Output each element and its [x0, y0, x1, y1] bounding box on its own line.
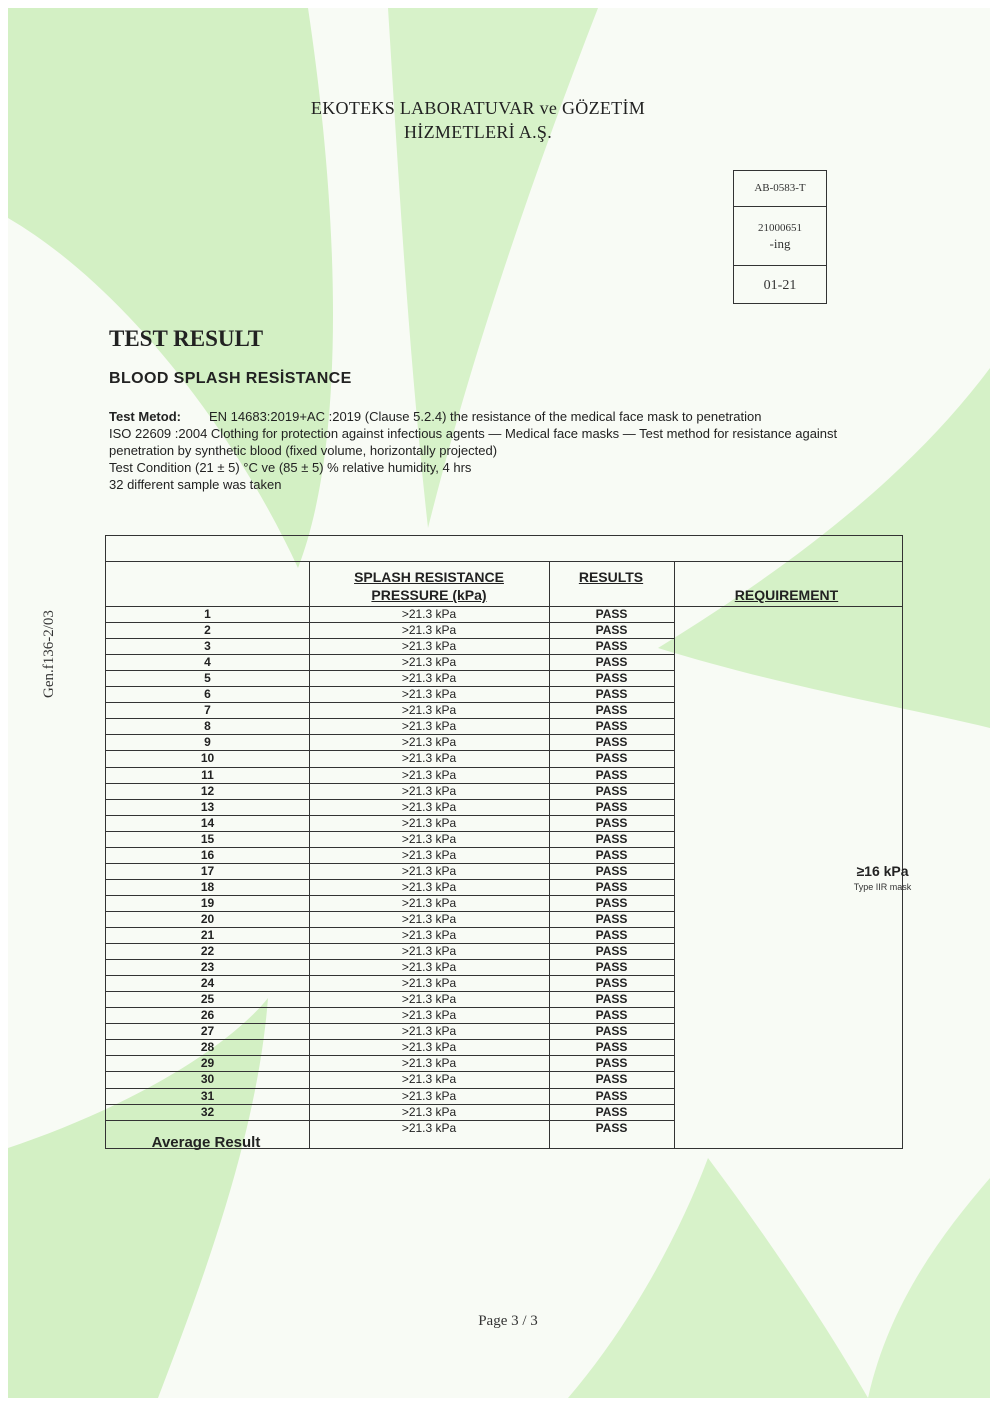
sample-pressure: >21.3 kPa	[401, 848, 457, 862]
sample-pressure: >21.3 kPa	[401, 751, 457, 765]
sample-number: 31	[200, 1089, 215, 1103]
sample-result: PASS	[595, 1024, 628, 1038]
sample-number: 27	[200, 1024, 215, 1038]
sample-pressure: >21.3 kPa	[401, 1089, 457, 1103]
sample-number: 13	[200, 800, 215, 814]
requirement-header-rule	[674, 606, 902, 607]
sample-pressure: >21.3 kPa	[401, 719, 457, 733]
sample-result: PASS	[595, 896, 628, 910]
sample-number: 1	[204, 607, 211, 621]
sample-number: 10	[200, 751, 215, 765]
sample-result: PASS	[595, 655, 628, 669]
report-number: 21000651	[758, 222, 802, 234]
sample-pressure: >21.3 kPa	[401, 896, 457, 910]
header-results: RESULTS	[578, 569, 644, 585]
sample-pressure: >21.3 kPa	[401, 1040, 457, 1054]
average-label: Average Result	[151, 1134, 261, 1151]
sample-result: PASS	[595, 1089, 628, 1103]
sample-number: 26	[200, 1008, 215, 1022]
sample-result: PASS	[595, 848, 628, 862]
sample-result: PASS	[595, 816, 628, 830]
sample-pressure: >21.3 kPa	[401, 1105, 457, 1119]
sample-pressure: >21.3 kPa	[401, 735, 457, 749]
sample-pressure: >21.3 kPa	[401, 1008, 457, 1022]
sample-pressure: >21.3 kPa	[401, 687, 457, 701]
sample-result: PASS	[595, 912, 628, 926]
sample-result: PASS	[595, 623, 628, 637]
method-line2: ISO 22609 :2004 Clothing for protection against infectious agents — Medical face masks — Test method for resistance against	[109, 426, 838, 441]
sample-number: 4	[204, 655, 211, 669]
method-line3: penetration by synthetic blood (fixed volume, horizontally projected)	[109, 443, 498, 458]
test-method-description	[109, 408, 969, 493]
sample-pressure: >21.3 kPa	[401, 816, 457, 830]
company-name-line2: HİZMETLERİ A.Ş.	[404, 122, 552, 142]
sample-number: 16	[200, 848, 215, 862]
sample-number: 11	[201, 768, 214, 782]
sample-pressure: >21.3 kPa	[401, 960, 457, 974]
sample-pressure: >21.3 kPa	[401, 976, 457, 990]
table-column-divider	[674, 561, 675, 1148]
sample-pressure: >21.3 kPa	[401, 655, 457, 669]
sample-pressure: >21.3 kPa	[401, 1024, 457, 1038]
sample-number: 5	[204, 671, 211, 685]
method-line5: 32 different sample was taken	[109, 477, 282, 492]
header-pressure	[309, 568, 549, 604]
sample-number: 9	[204, 735, 211, 749]
reference-code: AB-0583-T	[734, 171, 826, 207]
company-name	[238, 96, 718, 144]
method-line1	[109, 408, 969, 425]
sample-number: 29	[200, 1056, 215, 1070]
sample-number: 14	[200, 816, 215, 830]
sample-number: 30	[200, 1072, 215, 1086]
method-label: Test Metod:	[109, 409, 181, 424]
sample-number: 20	[200, 912, 215, 926]
report-number-cell	[734, 207, 826, 266]
company-name-line1: EKOTEKS LABORATUVAR ve GÖZETİM	[310, 98, 646, 118]
method-standard: EN 14683:2019+AC :2019 (Clause 5.2.4) the resistance of the medical face mask to penetration	[208, 409, 762, 424]
sample-pressure: >21.3 kPa	[401, 864, 457, 878]
sample-result: PASS	[595, 687, 628, 701]
sample-number: 8	[204, 719, 211, 733]
sample-pressure: >21.3 kPa	[401, 639, 457, 653]
results-table	[105, 535, 912, 1151]
sample-number: 18	[200, 880, 215, 894]
sample-number: 3	[204, 639, 211, 653]
sample-result: PASS	[595, 800, 628, 814]
sample-result: PASS	[595, 1040, 628, 1054]
sample-pressure: >21.3 kPa	[401, 784, 457, 798]
table-top-rule	[106, 561, 902, 562]
section-subtitle: BLOOD SPLASH RESİSTANCE	[109, 370, 352, 387]
sample-pressure: >21.3 kPa	[401, 992, 457, 1006]
sample-pressure: >21.3 kPa	[401, 768, 457, 782]
report-suffix: -ing	[769, 236, 791, 251]
sample-result: PASS	[595, 1105, 628, 1119]
average-pressure: >21.3 kPa	[401, 1121, 457, 1135]
page-number: Page 3 / 3	[478, 1313, 538, 1329]
sample-number: 25	[200, 992, 215, 1006]
requirement-note: Type IIR mask	[853, 882, 912, 892]
sample-pressure: >21.3 kPa	[401, 607, 457, 621]
sample-number: 21	[200, 928, 215, 942]
document-page	[8, 8, 990, 1398]
header-pressure-line1: SPLASH RESISTANCE	[354, 569, 504, 585]
sample-pressure: >21.3 kPa	[401, 671, 457, 685]
sample-result: PASS	[595, 1072, 628, 1086]
header-requirement: REQUIREMENT	[734, 587, 839, 603]
sample-result: PASS	[595, 751, 628, 765]
sample-pressure: >21.3 kPa	[401, 832, 457, 846]
reference-box	[733, 170, 827, 304]
sample-pressure: >21.3 kPa	[401, 703, 457, 717]
sample-result: PASS	[595, 992, 628, 1006]
sample-number: 28	[200, 1040, 215, 1054]
sample-result: PASS	[595, 832, 628, 846]
side-form-label: Gen.f136-2/03	[41, 610, 57, 698]
sample-result: PASS	[595, 960, 628, 974]
sample-result: PASS	[595, 1056, 628, 1070]
sample-pressure: >21.3 kPa	[401, 912, 457, 926]
page-title: TEST RESULT	[109, 326, 264, 351]
sample-pressure: >21.3 kPa	[401, 623, 457, 637]
sample-result: PASS	[595, 784, 628, 798]
sample-result: PASS	[595, 1008, 628, 1022]
sample-result: PASS	[595, 735, 628, 749]
sample-pressure: >21.3 kPa	[401, 944, 457, 958]
sample-result: PASS	[595, 607, 628, 621]
sample-number: 15	[200, 832, 215, 846]
sample-number: 7	[204, 703, 211, 717]
sample-pressure: >21.3 kPa	[401, 800, 457, 814]
sample-result: PASS	[595, 671, 628, 685]
sample-number: 17	[200, 864, 215, 878]
header-pressure-line2: PRESSURE (kPa)	[371, 587, 487, 603]
sample-number: 32	[200, 1105, 215, 1119]
sample-pressure: >21.3 kPa	[401, 928, 457, 942]
sample-number: 2	[204, 623, 211, 637]
average-result: PASS	[595, 1121, 628, 1135]
sample-result: PASS	[595, 768, 628, 782]
sample-result: PASS	[595, 928, 628, 942]
sample-number: 6	[204, 687, 211, 701]
sample-number: 24	[200, 976, 215, 990]
sample-result: PASS	[595, 639, 628, 653]
sample-result: PASS	[595, 703, 628, 717]
sample-number: 23	[200, 960, 215, 974]
sample-number: 19	[200, 896, 215, 910]
requirement-value: ≥16 kPa	[856, 863, 909, 879]
sample-number: 12	[200, 784, 215, 798]
sample-result: PASS	[595, 719, 628, 733]
sample-pressure: >21.3 kPa	[401, 880, 457, 894]
sample-result: PASS	[595, 976, 628, 990]
sample-number: 22	[200, 944, 215, 958]
method-line4: Test Condition (21 ± 5) °C ve (85 ± 5) % relative humidity, 4 hrs	[109, 460, 472, 475]
sample-result: PASS	[595, 944, 628, 958]
report-date: 01-21	[763, 278, 797, 293]
sample-result: PASS	[595, 864, 628, 878]
sample-pressure: >21.3 kPa	[401, 1072, 457, 1086]
sample-pressure: >21.3 kPa	[401, 1056, 457, 1070]
sample-result: PASS	[595, 880, 628, 894]
